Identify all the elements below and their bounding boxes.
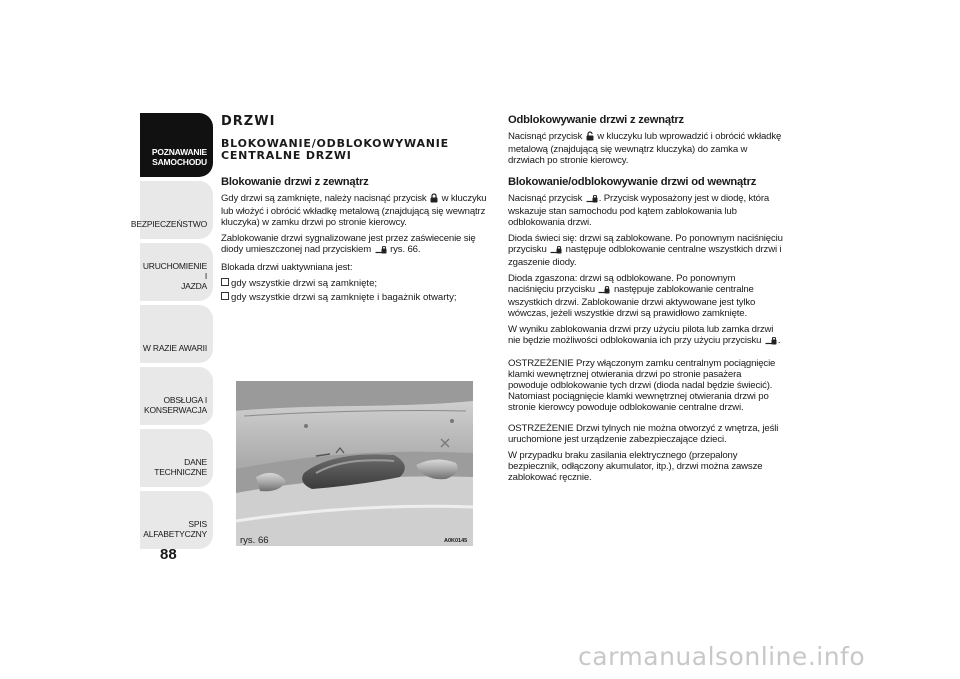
- figure-code: A0K0145: [444, 538, 468, 544]
- warning-paragraph: OSTRZEŻENIE Drzwi tylnych nie można otworzyć z wnętrza, jeśli uruchomione jest urządzenie zabezpieczające dzieci.: [508, 423, 779, 445]
- tab-bezpieczenstwo[interactable]: [130, 181, 213, 239]
- tab-poznawanie-samochodu[interactable]: [140, 113, 213, 177]
- section-title: BLOKOWANIE/ODBLOKOWYWANIE CENTRALNE DRZWI: [221, 137, 449, 162]
- watermark: carmanualsonline.info: [578, 642, 866, 671]
- tab-w-razie-awarii[interactable]: [140, 305, 213, 363]
- key-lock-icon: [598, 286, 610, 297]
- page-title: DRZWI: [221, 114, 276, 129]
- paragraph: Dioda świeci się: drzwi są zablokowane. Po ponownym naciśnięciu przycisku następuje odblokowanie centralne wszystkich drzwi i zgaszenie diody.: [508, 233, 783, 268]
- tab-dane-techniczne[interactable]: [140, 429, 213, 487]
- left-column: [221, 114, 491, 306]
- heading-lock-inside: Blokowanie/odblokowywanie drzwi od wewnątrz: [508, 176, 757, 188]
- figure-door-button: [236, 381, 473, 546]
- key-lock-icon: [765, 337, 777, 348]
- paragraph: Nacisnąć przycisk w kluczyku lub wprowadzić i obrócić wkładkę metalową (znajdującą się wewnątrz kluczyka) do zamka w drzwiach po stronie kierowcy.: [508, 131, 782, 166]
- warning-paragraph: OSTRZEŻENIE Przy włączonym zamku centralnym pociągnięcie klamki wewnętrznej otwierania drzwi po stronie pasażera powoduje odblokowanie tych drzwi (dioda nadal będzie świecić). Natomiast pociągnięcie klamki wewnętrznej otwierania drzwi po stronie kierowcy powoduje odblokowanie centralne drzwi.: [508, 358, 776, 413]
- list-item: gdy wszystkie drzwi są zamknięte i bagażnik otwarty;: [221, 292, 491, 303]
- door-panel-illustration: [236, 381, 473, 546]
- padlock-icon: [430, 193, 438, 206]
- tab-label: DANE TECHNICZNE: [154, 457, 207, 477]
- tab-obsluga-i-konserwacja[interactable]: [140, 367, 213, 425]
- paragraph: W wyniku zablokowania drzwi przy użyciu pilota lub zamka drzwi nie będzie możliwości odblokowania ich przy użyciu przycisku .: [508, 324, 781, 346]
- tab-spis-alfabetyczny[interactable]: [140, 491, 213, 549]
- tab-label: URUCHOMIENIE I JAZDA: [142, 261, 207, 291]
- paragraph: W przypadku braku zasilania elektrycznego (przepalony bezpiecznik, odłączony akumulator, itp.), drzwi można zawsze zablokować ręcznie.: [508, 450, 763, 483]
- paragraph: Nacisnąć przycisk . Przycisk wyposażony jest w diodę, która wskazuje stan samochodu pod kątem zablokowania lub odblokowania drzwi.: [508, 193, 770, 228]
- tab-label: BEZPIECZEŃSTWO: [130, 219, 207, 229]
- key-lock-icon: [375, 246, 387, 257]
- tab-label: POZNAWANIE SAMOCHODU: [151, 147, 207, 167]
- key-lock-icon: [586, 195, 598, 206]
- figure-caption: rys. 66: [240, 535, 269, 546]
- tab-label: SPIS ALFABETYCZNY: [143, 519, 207, 539]
- paragraph: Zablokowanie drzwi sygnalizowane jest przez zaświecenie się diody umieszczonej nad przyciskiem rys. 66.: [221, 233, 476, 255]
- paragraph: Blokada drzwi uaktywniana jest:: [221, 262, 353, 273]
- heading-lock-outside: Blokowanie drzwi z zewnątrz: [221, 176, 369, 188]
- paragraph: Gdy drzwi są zamknięte, należy nacisnąć przycisk w kluczyku lub włożyć i obrócić wkładkę metalową (znajdującą się wewnątrz kluczyka) w zamku drzwi po stronie kierowcy.: [221, 193, 487, 228]
- chapter-tabs: [130, 113, 213, 553]
- list-item: gdy wszystkie drzwi są zamknięte;: [221, 278, 491, 289]
- right-column: [508, 114, 783, 488]
- key-lock-icon: [550, 246, 562, 257]
- checkbox-bullet-icon: [221, 278, 229, 286]
- paragraph: Dioda zgaszona: drzwi są odblokowane. Po ponownym naciśnięciu przycisku następuje zablokowanie centralne wszystkich drzwi. Zablokowanie drzwi aktywowane jest tylko wówczas, jeżeli wszystkie drzwi są prawidłowo zamknięte.: [508, 273, 756, 319]
- checkbox-bullet-icon: [221, 292, 229, 300]
- page-number: 88: [160, 546, 177, 563]
- tab-label: OBSŁUGA I KONSERWACJA: [144, 395, 207, 415]
- tab-uruchomienie-i-jazda[interactable]: [140, 243, 213, 301]
- tab-label: W RAZIE AWARII: [142, 343, 207, 353]
- heading-unlock-outside: Odblokowywanie drzwi z zewnątrz: [508, 114, 684, 126]
- padlock-icon: [586, 131, 594, 144]
